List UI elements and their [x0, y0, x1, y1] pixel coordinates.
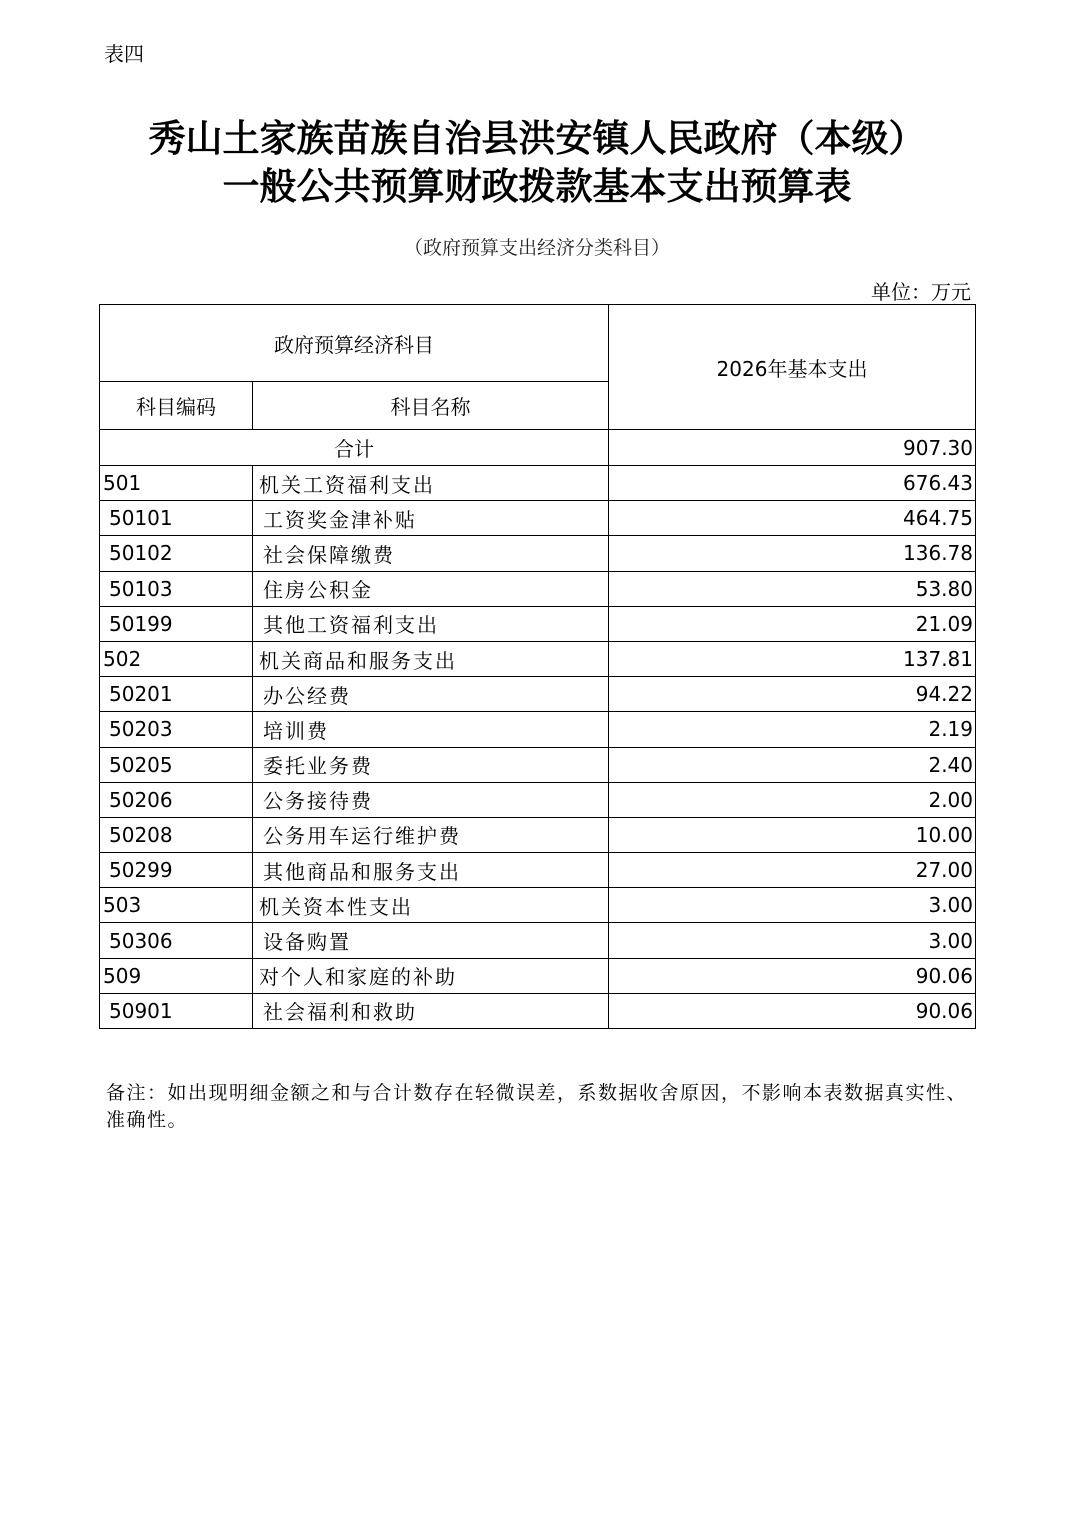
table-row [100, 958, 976, 993]
amount-cell: 90.06 [609, 993, 976, 1028]
table-row [100, 853, 976, 888]
table-row [100, 923, 976, 958]
subject-name-cell: 工资奖金津补贴 [253, 501, 609, 536]
amount-cell: 464.75 [609, 501, 976, 536]
amount-cell: 90.06 [609, 958, 976, 993]
table-number-label: 表四 [104, 42, 144, 66]
subject-code-cell: 50206 [100, 782, 253, 817]
table-row [100, 466, 976, 501]
subject-code-cell: 501 [100, 466, 253, 501]
document-subtitle: （政府预算支出经济分类科目） [403, 237, 670, 259]
table-row [100, 571, 976, 606]
subject-name-cell: 其他工资福利支出 [253, 606, 609, 641]
document-title-line-2: 一般公共预算财政拨款基本支出预算表 [222, 164, 852, 208]
amount-cell: 2.00 [609, 782, 976, 817]
amount-cell: 3.00 [609, 923, 976, 958]
subject-name-cell: 住房公积金 [253, 571, 609, 606]
amount-cell: 137.81 [609, 641, 976, 676]
subject-name-cell: 社会福利和救助 [253, 993, 609, 1028]
subject-code-cell: 50203 [100, 712, 253, 747]
table-row [100, 641, 976, 676]
unit-label: 单位：万元 [871, 280, 971, 304]
amount-cell: 21.09 [609, 606, 976, 641]
table-row [100, 747, 976, 782]
table-row [100, 712, 976, 747]
table-row [100, 501, 976, 536]
table-row [100, 817, 976, 852]
subject-code-cell: 50205 [100, 747, 253, 782]
table-row [100, 782, 976, 817]
subject-code-cell: 50201 [100, 677, 253, 712]
subject-code-cell: 50306 [100, 923, 253, 958]
amount-cell: 53.80 [609, 571, 976, 606]
amount-cell: 3.00 [609, 888, 976, 923]
subject-code-cell: 503 [100, 888, 253, 923]
subject-name-cell: 设备购置 [253, 923, 609, 958]
amount-cell: 10.00 [609, 817, 976, 852]
subject-name-cell: 其他商品和服务支出 [253, 853, 609, 888]
amount-cell: 676.43 [609, 466, 976, 501]
subject-code-cell: 502 [100, 641, 253, 676]
subject-name-cell: 机关商品和服务支出 [253, 641, 609, 676]
subject-name-cell: 委托业务费 [253, 747, 609, 782]
amount-cell: 94.22 [609, 677, 976, 712]
subject-code-cell: 509 [100, 958, 253, 993]
subject-code-cell: 50102 [100, 536, 253, 571]
subject-code-cell: 50103 [100, 571, 253, 606]
amount-cell: 136.78 [609, 536, 976, 571]
subject-code-cell: 50199 [100, 606, 253, 641]
total-label: 合计 [100, 430, 609, 466]
subject-name-cell: 机关工资福利支出 [253, 466, 609, 501]
subject-name-cell: 社会保障缴费 [253, 536, 609, 571]
subject-name-cell: 培训费 [253, 712, 609, 747]
subject-name-cell: 对个人和家庭的补助 [253, 958, 609, 993]
subject-code-cell: 50101 [100, 501, 253, 536]
total-value: 907.30 [609, 430, 976, 466]
header-basic-expenditure: 2026年基本支出 [609, 305, 976, 430]
table-row [100, 993, 976, 1028]
header-subject-name: 科目名称 [253, 382, 609, 430]
table-row [100, 606, 976, 641]
subject-name-cell: 办公经费 [253, 677, 609, 712]
amount-cell: 2.19 [609, 712, 976, 747]
total-row [100, 430, 976, 466]
subject-name-cell: 公务用车运行维护费 [253, 817, 609, 852]
subject-code-cell: 50901 [100, 993, 253, 1028]
subject-name-cell: 公务接待费 [253, 782, 609, 817]
header-subject-code: 科目编码 [100, 382, 253, 430]
document-title-line-1: 秀山土家族苗族自治县洪安镇人民政府（本级） [148, 116, 926, 160]
amount-cell: 27.00 [609, 853, 976, 888]
subject-code-cell: 50299 [100, 853, 253, 888]
subject-name-cell: 机关资本性支出 [253, 888, 609, 923]
subject-code-cell: 50208 [100, 817, 253, 852]
footnote: 备注：如出现明细金额之和与合计数存在轻微误差，系数据收舍原因，不影响本表数据真实性、准确性。 [106, 1082, 968, 1131]
amount-cell: 2.40 [609, 747, 976, 782]
table-row [100, 677, 976, 712]
table-row [100, 888, 976, 923]
table-row [100, 536, 976, 571]
header-economic-subject: 政府预算经济科目 [100, 305, 609, 382]
budget-table [99, 304, 976, 1029]
